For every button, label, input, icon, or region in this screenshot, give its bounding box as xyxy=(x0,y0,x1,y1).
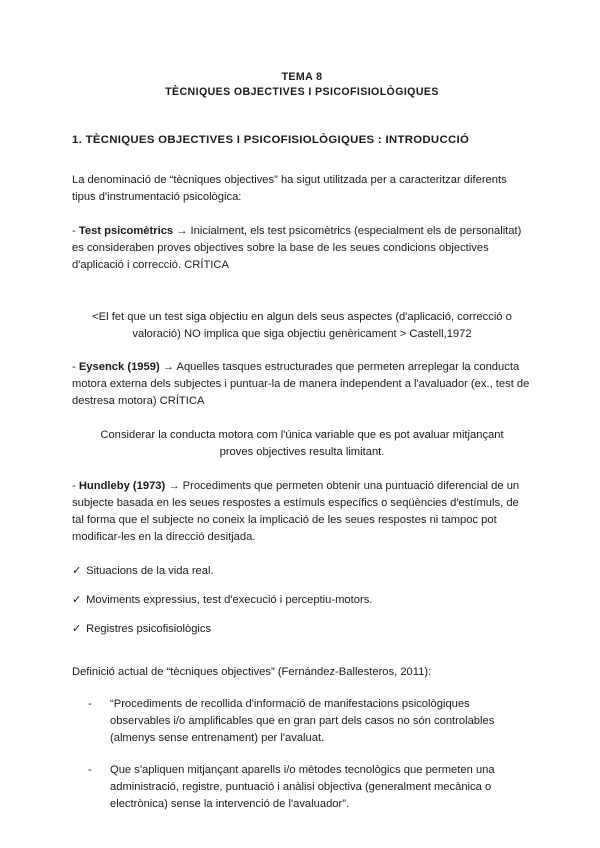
list-item xyxy=(72,592,532,609)
definition-intro: Definició actual de “tècniques objectives” (Fernández-Ballesteros, 2011): xyxy=(72,666,432,678)
document-title xyxy=(72,70,532,100)
check-icon: ✓ xyxy=(72,594,82,606)
check-icon: ✓ xyxy=(72,565,82,577)
entry-text: → Inicialment, els test psicomètrics (especialment els de personalitat) es consideraben proves objectives sobre la base de les seues condicions objectives d'aplicació i correcció. CRÍTICA xyxy=(72,225,522,271)
list-item xyxy=(72,621,532,638)
document-page xyxy=(72,70,532,828)
check-item-label: Moviments expressius, test d'execució i perceptiu-motors. xyxy=(86,594,373,606)
dash-bullet-icon: - xyxy=(88,698,92,710)
title-subject: TÈCNIQUES OBJECTIVES I PSICOFISIOLÒGIQUES xyxy=(165,86,439,98)
entry-term: Hundleby (1973) xyxy=(78,480,166,492)
entry-eysenck xyxy=(72,359,532,410)
dash-bullet-icon: - xyxy=(88,764,92,776)
check-icon: ✓ xyxy=(72,623,82,635)
check-list xyxy=(72,563,532,638)
check-item-label: Situacions de la vida real. xyxy=(86,565,214,577)
entry-hundleby xyxy=(72,478,532,546)
list-item xyxy=(72,563,532,580)
definition-text: Que s'apliquen mitjançant aparells i/o mètodes tecnològics que permeten una administració, registre, puntuació i anàlisi objectiva (generalment mecànica o electrònica) sense la intervenció de l'avaluador”. xyxy=(110,764,495,810)
quote-limitant: Considerar la conducta motora com l'única variable que es pot avaluar mitjançant proves objectives resulta limitant. xyxy=(100,429,504,458)
entry-prefix: - xyxy=(72,361,79,373)
entry-test-psicometrics xyxy=(72,223,532,274)
quote-castell: <El fet que un test siga objectiu en algun dels seus aspectes (d'aplicació, correcció o valoració) NO implica que siga objectiu genèricament > Castell,1972 xyxy=(92,311,512,340)
intro-paragraph: La denominació de “tècniques objectives” ha sigut utilitzada per a caracteritzar diferents tipus d'instrumentació psicològica: xyxy=(72,174,507,203)
section-heading: 1. TÈCNIQUES OBJECTIVES I PSICOFISIOLÒGIQUES : INTRODUCCIÓ xyxy=(72,134,470,146)
entry-text: → Procediments que permeten obtenir una puntuació diferencial de un subjecte basada en les seues respostes a estímuls específics o seqüències d'estímuls, de tal forma que el subjecte no coneix la implicació de les seues respostes ni tampoc pot modificar-les en la direcció desitjada. xyxy=(72,480,520,543)
entry-term: Test psicomètrics xyxy=(78,225,174,237)
list-item xyxy=(72,696,532,747)
entry-prefix: - xyxy=(72,225,79,237)
entry-text: → Aquelles tasques estructurades que permeten arreplegar la conducta motora externa dels subjectes i puntuar-la de manera independent a l'avaluador (ex., test de destresa motora) CRÍTICA xyxy=(72,361,530,407)
title-topic: TEMA 8 xyxy=(281,71,323,83)
entry-term: Eysenck (1959) xyxy=(78,361,160,373)
check-item-label: Registres psicofisiològics xyxy=(86,623,212,635)
entry-prefix: - xyxy=(72,480,79,492)
definition-list xyxy=(72,696,532,813)
list-item xyxy=(72,762,532,813)
definition-text: “Procediments de recollida d'informació de manifestacions psicològiques observables i/o amplificables que en gran part dels casos no són controlables (almenys sense entrenament) per l'avaluat. xyxy=(110,698,495,744)
